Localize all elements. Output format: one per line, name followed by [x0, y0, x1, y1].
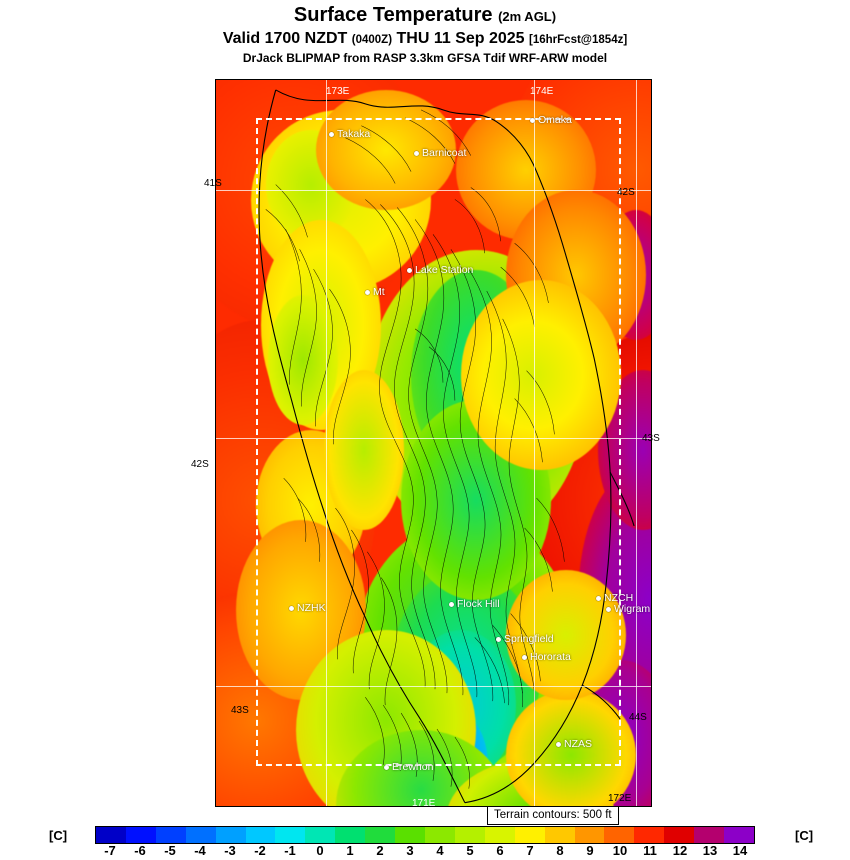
colorbar-tick: -5 — [164, 843, 176, 858]
city-label: Erewhon — [392, 761, 434, 773]
colorbar-swatch — [664, 827, 694, 843]
colorbar-unit-left: [C] — [49, 828, 68, 843]
grid-label: 171E — [412, 798, 436, 806]
colorbar-swatch — [305, 827, 335, 843]
model-line: DrJack BLIPMAP from RASP 3.3km GFSA Tdif WRF-ARW model — [242, 51, 608, 65]
colorbar-tick: 0 — [316, 843, 324, 858]
city-label: Omaka — [538, 114, 572, 126]
city-dot — [365, 290, 370, 295]
colorbar-tick: 13 — [702, 843, 718, 858]
colorbar-unit-right: [C] — [795, 828, 814, 843]
city-label: NZCH — [604, 592, 634, 604]
colorbar-tick: 12 — [672, 843, 688, 858]
colorbar-tick: 10 — [612, 843, 628, 858]
colorbar-swatch — [455, 827, 485, 843]
city-dot — [556, 742, 561, 747]
grid-label: 44S — [629, 712, 647, 723]
valid-local: Valid 1700 NZDT — [222, 30, 348, 47]
colorbar-tick: 4 — [436, 843, 444, 858]
colorbar-swatch — [545, 827, 575, 843]
city-label: Takaka — [337, 128, 371, 140]
city-dot — [414, 151, 419, 156]
colorbar-swatch — [186, 827, 216, 843]
city-dot — [496, 637, 501, 642]
city-dot — [596, 596, 601, 601]
colorbar-swatch — [96, 827, 126, 843]
city-dot — [522, 655, 527, 660]
colorbar-swatch — [515, 827, 545, 843]
colorbar-swatch — [634, 827, 664, 843]
city-label: Flock Hill — [457, 598, 500, 610]
city-dot — [530, 118, 535, 123]
colorbar-tick: -7 — [104, 843, 116, 858]
colorbar-tick: 3 — [406, 843, 414, 858]
grid-label: 42S — [617, 187, 635, 198]
colorbar-swatch — [156, 827, 186, 843]
colorbar-swatch — [126, 827, 156, 843]
city-label: Wigram — [614, 603, 651, 615]
city-label: Barnicoat — [422, 147, 467, 159]
city-label: Lake Station — [415, 264, 474, 276]
city-dot — [407, 268, 412, 273]
valid-utc: (0400Z) — [351, 34, 393, 46]
city-label: NZHK — [297, 602, 326, 614]
colorbar-tick-labels — [95, 843, 755, 859]
colorbar-tick: -1 — [284, 843, 296, 858]
grid-label: 174E — [530, 86, 554, 97]
colorbar-tick: 7 — [526, 843, 534, 858]
colorbar-swatch — [246, 827, 276, 843]
colorbar-swatch — [425, 827, 455, 843]
city-label: Hororata — [530, 651, 571, 663]
city-dot — [606, 607, 611, 612]
title-sub: (2m AGL) — [498, 9, 557, 24]
grid-label: 43S — [642, 433, 660, 444]
title-main: Surface Temperature — [293, 4, 493, 26]
colorbar-swatch — [575, 827, 605, 843]
colorbar-tick: 9 — [586, 843, 594, 858]
colorbar-tick: 14 — [732, 843, 748, 858]
colorbar-swatch — [275, 827, 305, 843]
colorbar-tick: 1 — [346, 843, 354, 858]
colorbar-tick: 5 — [466, 843, 474, 858]
colorbar-swatch — [694, 827, 724, 843]
city-dot — [329, 132, 334, 137]
city-label: Mt — [373, 286, 385, 298]
city-dot — [449, 602, 454, 607]
colorbar-swatch — [216, 827, 246, 843]
map-canvas — [216, 80, 651, 806]
city-label: NZAS — [564, 738, 593, 750]
colorbar-swatch — [395, 827, 425, 843]
grid-label: 43S — [231, 705, 249, 716]
colorbar-swatch — [485, 827, 515, 843]
colorbar-tick: 2 — [376, 843, 384, 858]
colorbar-swatch — [365, 827, 395, 843]
colorbar-swatch — [724, 827, 754, 843]
valid-date: THU 11 Sep 2025 — [396, 30, 525, 47]
colorbar-tick: -2 — [254, 843, 266, 858]
colorbar-tick: 8 — [556, 843, 564, 858]
grid-label: 172E — [608, 793, 632, 804]
grid-label: 41S — [204, 178, 222, 189]
colorbar-swatch — [604, 827, 634, 843]
colorbar-tick: 6 — [496, 843, 504, 858]
chart-header — [0, 0, 850, 65]
colorbar-tick: -3 — [224, 843, 236, 858]
grid-label: 42S — [191, 459, 209, 470]
grid-label: 173E — [326, 86, 350, 97]
forecast-tag: [16hrFcst@1854z] — [529, 34, 628, 46]
colorbar-tick: -6 — [134, 843, 146, 858]
valid-time-line — [0, 30, 850, 48]
colorbar-tick: -4 — [194, 843, 206, 858]
city-label: Springfield — [504, 633, 554, 645]
colorbar — [95, 826, 755, 844]
colorbar-tick: 11 — [643, 843, 657, 858]
colorbar-swatch — [335, 827, 365, 843]
forecast-domain-box — [256, 118, 621, 766]
city-dot — [289, 606, 294, 611]
terrain-contour-note: Terrain contours: 500 ft — [487, 806, 619, 825]
map-panel[interactable] — [215, 79, 652, 807]
city-dot — [384, 765, 389, 770]
page-title — [0, 4, 850, 27]
